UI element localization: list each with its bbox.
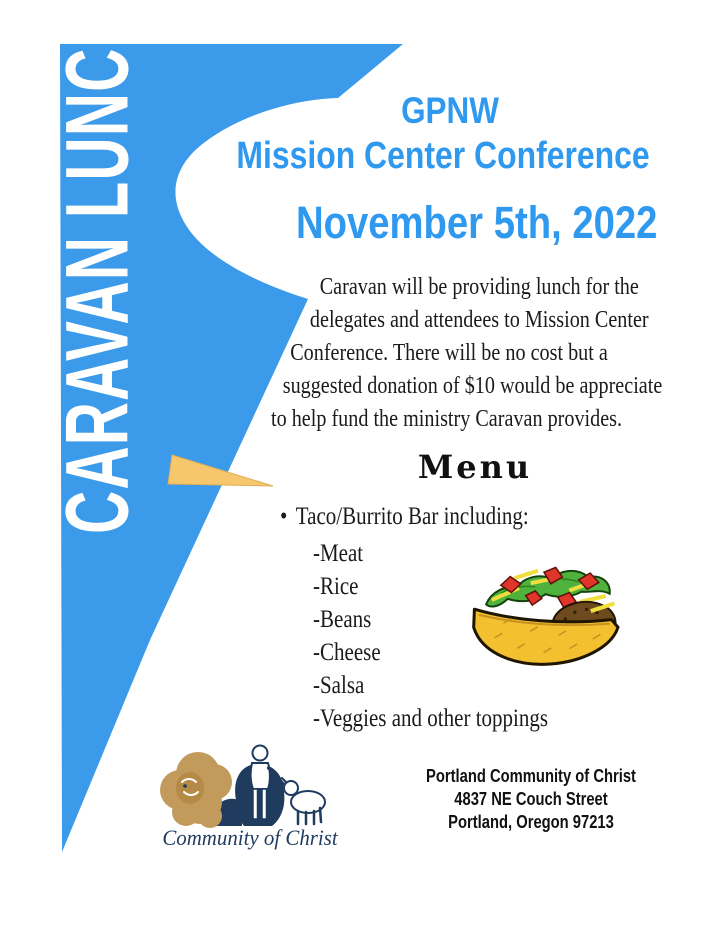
address-city: Portland, Oregon 97213 [448, 812, 614, 832]
header-event-date: November 5th, 2022 [296, 197, 658, 248]
menu-sub-item: -Beans [313, 606, 372, 633]
address-block [408, 765, 654, 834]
menu-bullet-item [280, 503, 529, 531]
community-of-christ-logo [150, 740, 350, 830]
side-banner-title [47, 3, 147, 534]
side-banner-title-text: CARAVAN LUNCH [47, 3, 147, 534]
logo-wordmark: Community of Christ [162, 825, 338, 850]
intro-line: suggested donation of $10 would be appreciate [282, 373, 663, 399]
menu-sub-item: -Meat [313, 540, 364, 567]
header-org-abbr: GPNW [401, 90, 499, 131]
taco-image [463, 554, 635, 676]
address-street: 4837 NE Couch Street [454, 789, 608, 809]
intro-line: Caravan will be providing lunch for the [319, 274, 639, 300]
menu-sub-item: -Veggies and other toppings [313, 705, 549, 732]
menu-sub-item: -Rice [313, 573, 359, 600]
address-org: Portland Community of Christ [426, 766, 636, 786]
menu-heading: Menu [417, 448, 533, 486]
menu-sub-item: -Salsa [313, 672, 365, 699]
menu-bullet-item-label: Taco/Burrito Bar including: [295, 503, 529, 530]
intro-line: to help fund the ministry Caravan provides. [270, 406, 623, 432]
header-event-title: Mission Center Conference [236, 135, 650, 177]
bullet-icon: • [280, 503, 288, 530]
intro-line: delegates and attendees to Mission Center [309, 307, 649, 333]
intro-line: Conference. There will be no cost but a [290, 340, 608, 366]
menu-sub-item: -Cheese [313, 639, 381, 666]
intro-paragraph [270, 271, 663, 436]
